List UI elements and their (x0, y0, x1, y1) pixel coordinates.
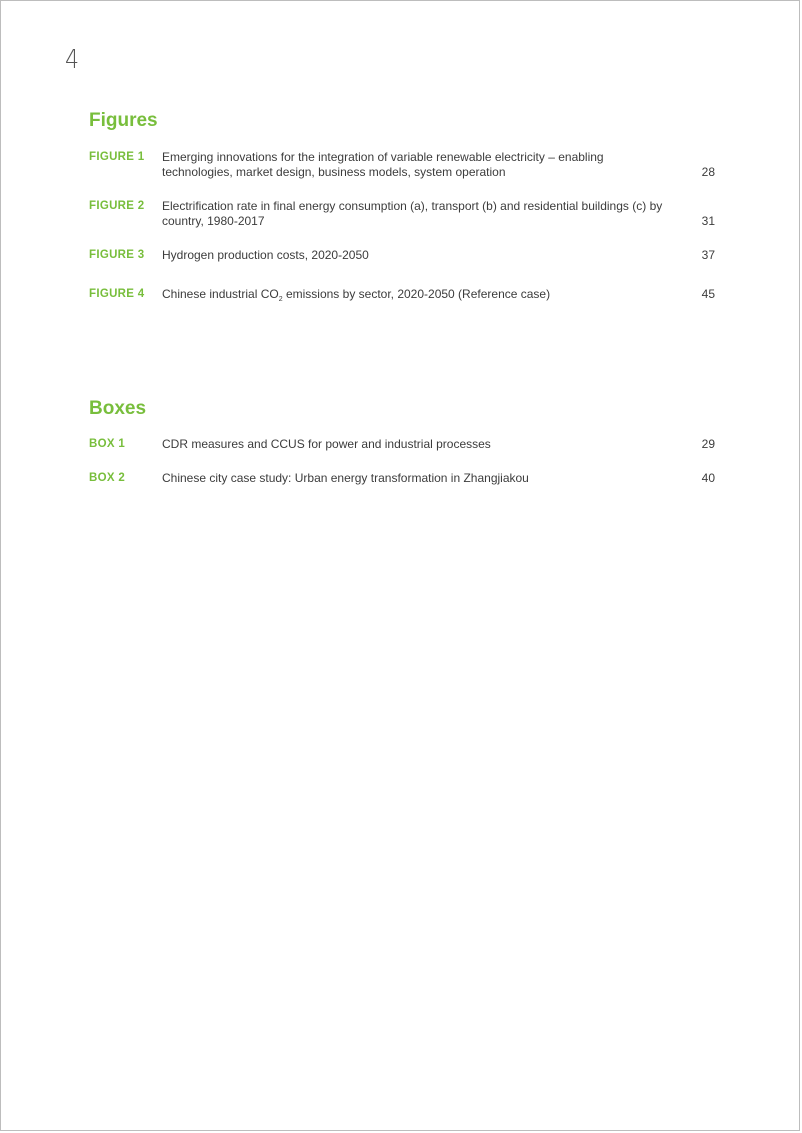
box-page-number: 40 (701, 471, 715, 485)
figure-page-number: 45 (701, 287, 715, 301)
figure-title (162, 287, 672, 302)
box-page-number: 29 (701, 437, 715, 451)
figure-title-text-rest: emissions by sector, 2020-2050 (Reference case) (282, 287, 551, 301)
figure-label: FIGURE 3 (89, 249, 145, 261)
box-label: BOX 1 (89, 438, 126, 450)
figure-page-number: 28 (701, 165, 715, 179)
figure-title-text: Chinese industrial CO (162, 287, 279, 301)
figures-heading: Figures (89, 110, 158, 131)
figure-title: Hydrogen production costs, 2020-2050 (162, 248, 369, 262)
box-title: CDR measures and CCUS for power and industrial processes (162, 437, 491, 451)
figure-page-number: 31 (701, 214, 715, 228)
figure-title: Electrification rate in final energy consumption (a), transport (b) and residential buildings (c) by country, 1980-2017 (162, 199, 663, 228)
box-label: BOX 2 (89, 472, 126, 484)
figure-label: FIGURE 2 (89, 200, 145, 212)
figure-title: Emerging innovations for the integration of variable renewable electricity – enabling technologies, market design, business models, system operation (162, 150, 604, 179)
page-number: 4 (65, 45, 80, 75)
figure-page-number: 37 (701, 248, 715, 262)
boxes-heading: Boxes (89, 398, 147, 419)
figure-label: FIGURE 1 (89, 151, 145, 163)
box-title: Chinese city case study: Urban energy transformation in Zhangjiakou (162, 471, 529, 485)
figure-label: FIGURE 4 (89, 288, 145, 300)
subscript-two: 2 (278, 296, 283, 303)
